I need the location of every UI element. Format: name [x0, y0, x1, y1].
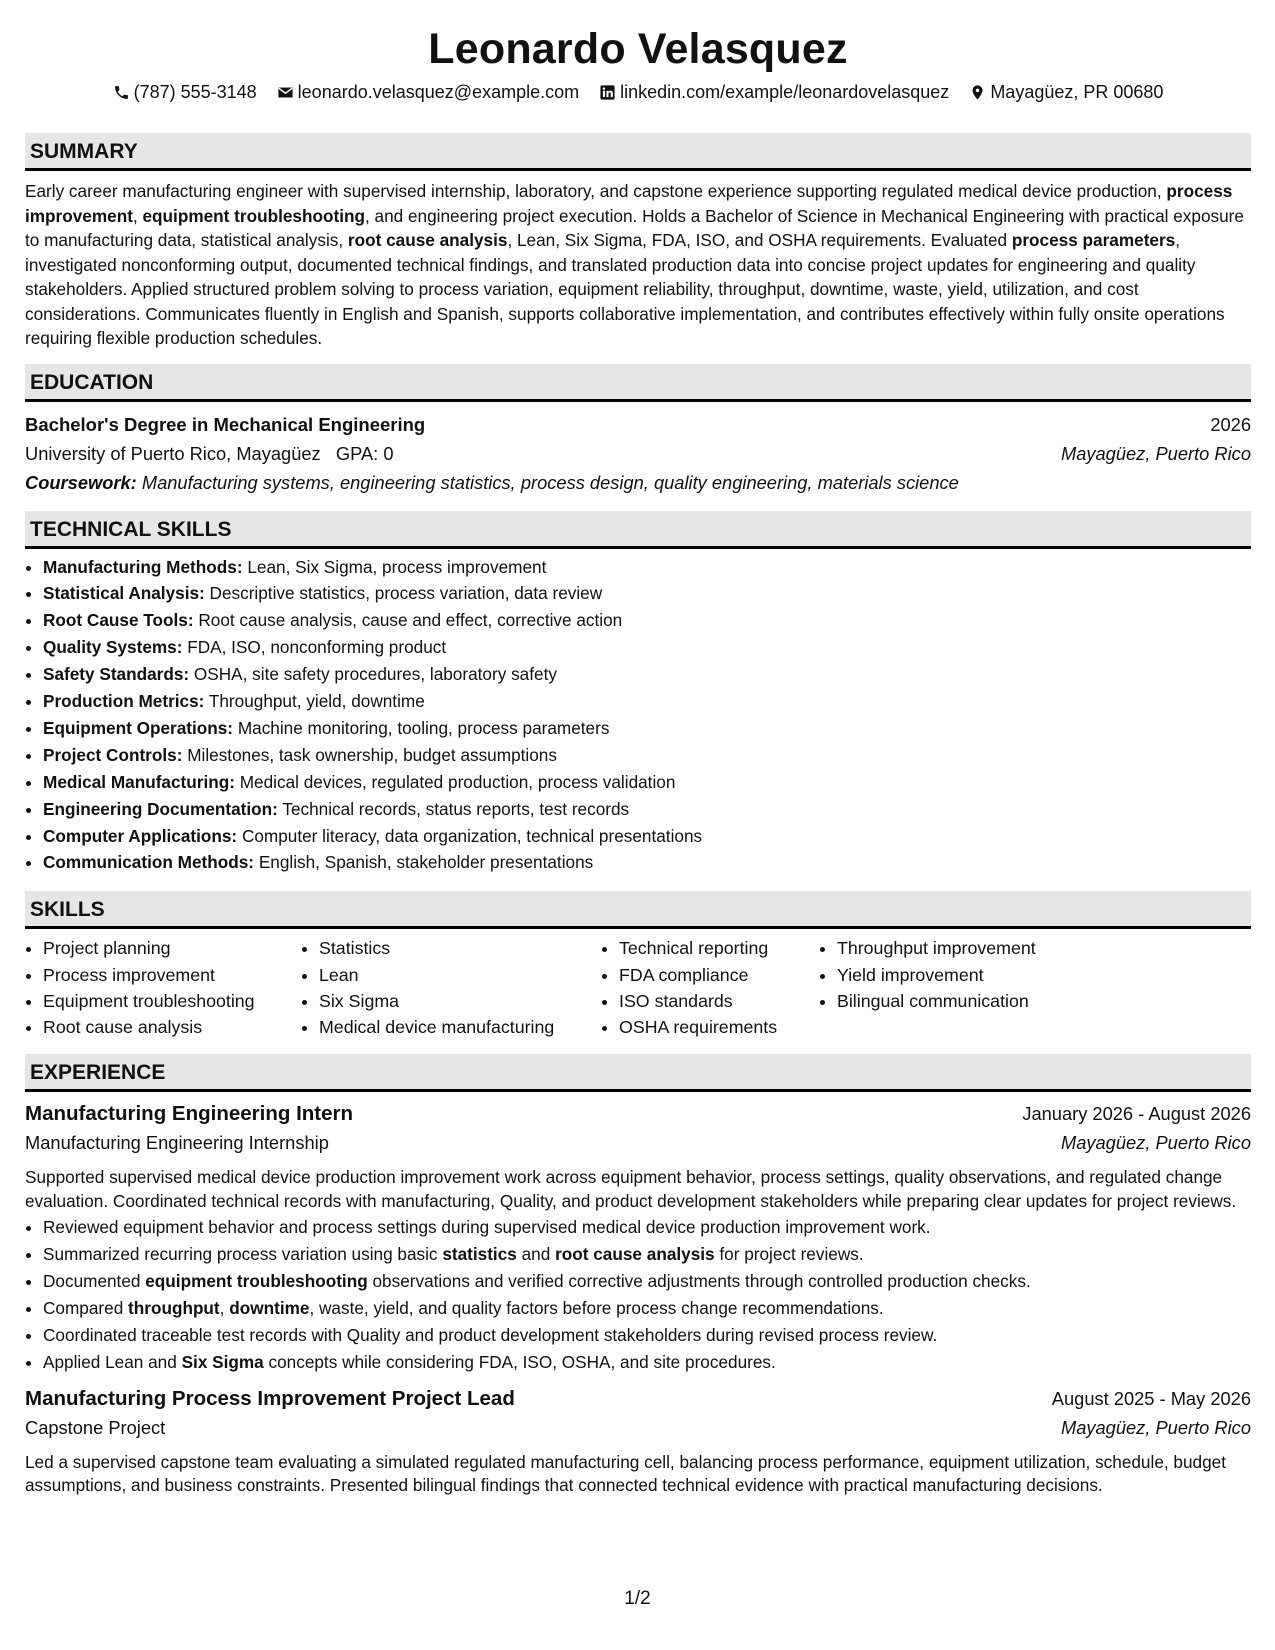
technical-skill-item: • Equipment Operations: Machine monitoring, tooling, process parameters [43, 715, 1251, 742]
technical-skill-item: • Production Metrics: Throughput, yield, downtime [43, 688, 1251, 715]
technical-skill-item: • Computer Applications: Computer literacy, data organization, technical presentations [43, 823, 1251, 850]
contact-location [969, 80, 1163, 104]
skills-columns [25, 935, 1251, 1040]
location-text: Mayagüez, PR 00680 [990, 82, 1164, 102]
page-number: 1/2 [624, 1588, 651, 1609]
technical-skill-item: • Medical Manufacturing: Medical devices, regulated production, process validation [43, 769, 1251, 796]
job-bullet: • Documented equipment troubleshooting observations and verified corrective adjustments through controlled production checks. [43, 1268, 1251, 1295]
contact-bar [25, 80, 1251, 104]
skills-heading: SKILLS [25, 891, 1251, 929]
candidate-name: Leonardo Velasquez [428, 25, 848, 73]
summary-heading: SUMMARY [25, 133, 1251, 171]
school-name: University of Puerto Rico, Mayagüez [25, 442, 321, 464]
education-heading: EDUCATION [25, 364, 1251, 402]
experience-heading: EXPERIENCE [25, 1054, 1251, 1092]
technical-skill-item: • Safety Standards: OSHA, site safety procedures, laboratory safety [43, 661, 1251, 688]
skill-item: • Bilingual communication [837, 988, 1087, 1014]
contact-email[interactable] [277, 80, 579, 104]
summary-text: Early career manufacturing engineer with supervised internship, laboratory, and capstone experience supporting regulated medical device production, process improvement, equipment troubleshooting, and engineering project execution. Holds a Bachelor of Science in Mechanical Engineering with practical exposure to manufacturing data, statistical analysis, root cause analysis, Lean, Six Sigma, FDA, ISO, and OSHA requirements. Evaluated process parameters, investigated nonconforming output, documented technical findings, and translated production data into concise project updates for engineering and quality stakeholders. Applied structured problem solving to process variation, equipment reliability, throughput, downtime, waste, yield, utilization, and cost considerations. Communicates fluently in English and Spanish, supports collaborative implementation, and contributes effectively within fully onsite operations requiring flexible production schedules. [25, 181, 1244, 348]
skill-item: • Equipment troubleshooting [43, 988, 301, 1014]
job-organization: Capstone Project [25, 1416, 166, 1438]
degree-title: Bachelor's Degree in Mechanical Engineering [25, 413, 426, 435]
job-location: Mayagüez, Puerto Rico [1060, 1132, 1251, 1154]
school-line [25, 439, 394, 468]
skills-column [25, 935, 301, 1040]
envelope-icon [277, 84, 294, 101]
linkedin-icon [599, 84, 616, 101]
skill-item: • Root cause analysis [43, 1014, 301, 1040]
skill-item: • Statistics [319, 935, 601, 961]
resume-page [25, 22, 1251, 1498]
skill-item: • Technical reporting [619, 935, 819, 961]
skill-item: • Medical device manufacturing [319, 1014, 601, 1040]
technical-skill-item: • Engineering Documentation: Technical records, status reports, test records [43, 796, 1251, 823]
job-location: Mayagüez, Puerto Rico [1060, 1416, 1251, 1438]
linkedin-url: linkedin.com/example/leonardovelasquez [620, 82, 950, 102]
skills-column [301, 935, 601, 1040]
skill-item: • FDA compliance [619, 962, 819, 988]
skill-item: • Six Sigma [319, 988, 601, 1014]
experience-entry [25, 1384, 1251, 1498]
technical-skill-item: • Statistical Analysis: Descriptive statistics, process variation, data review [43, 580, 1251, 607]
job-description: Supported supervised medical device production improvement work across equipment behavior, process settings, quality observations, and regulated change evaluation. Coordinated technical records with manufacturing, Quality, and product development stakeholders while preparing clear updates for project reviews. [25, 1167, 1237, 1211]
job-dates: August 2025 - May 2026 [1051, 1387, 1251, 1409]
skill-item: • Yield improvement [837, 962, 1087, 988]
job-title: Manufacturing Engineering Intern [25, 1102, 354, 1126]
skills-column [601, 935, 819, 1040]
job-dates: January 2026 - August 2026 [1022, 1103, 1251, 1125]
technical-skill-item: • Project Controls: Milestones, task ownership, budget assumptions [43, 742, 1251, 769]
skills-column [819, 935, 1087, 1040]
map-pin-icon [969, 84, 986, 101]
job-bullet: • Compared throughput, downtime, waste, yield, and quality factors before process change recommendations. [43, 1295, 1251, 1322]
school-location: Mayagüez, Puerto Rico [1060, 442, 1251, 464]
experience-entry [25, 1099, 1251, 1375]
phone-number: (787) 555-3148 [133, 82, 257, 102]
coursework-list: Manufacturing systems, engineering statistics, process design, quality engineering, materials science [141, 471, 959, 493]
skill-item: • Process improvement [43, 962, 301, 988]
skill-item: • Project planning [43, 935, 301, 961]
job-bullets [25, 1214, 1251, 1375]
contact-linkedin[interactable] [599, 80, 949, 104]
job-bullet: • Applied Lean and Six Sigma concepts while considering FDA, ISO, OSHA, and site procedures. [43, 1349, 1251, 1376]
coursework-label: Coursework: [25, 471, 137, 493]
job-description: Led a supervised capstone team evaluating a simulated regulated manufacturing cell, balancing process performance, equipment utilization, schedule, budget assumptions, and business constraints. Presented bilingual findings that connected technical evidence with practical manufacturing decisions. [25, 1451, 1226, 1496]
email-address: leonardo.velasquez@example.com [297, 82, 580, 102]
skill-item: • OSHA requirements [619, 1014, 819, 1040]
job-bullet: • Coordinated traceable test records with Quality and product development stakeholders during revised process review. [43, 1322, 1251, 1349]
technical-skill-item: • Root Cause Tools: Root cause analysis, cause and effect, corrective action [43, 607, 1251, 634]
technical-skill-item: • Communication Methods: English, Spanish, stakeholder presentations [43, 849, 1251, 876]
job-bullet: • Reviewed equipment behavior and process settings during supervised medical device production improvement work. [43, 1214, 1251, 1241]
graduation-year: 2026 [1210, 413, 1251, 435]
education-entry [25, 410, 1251, 497]
job-bullet: • Summarized recurring process variation using basic statistics and root cause analysis for project reviews. [43, 1241, 1251, 1268]
technical-skill-item: • Quality Systems: FDA, ISO, nonconforming product [43, 634, 1251, 661]
technical-skill-item: • Manufacturing Methods: Lean, Six Sigma, process improvement [43, 554, 1251, 581]
contact-phone[interactable] [113, 80, 257, 104]
technical-skills-heading: TECHNICAL SKILLS [25, 511, 1251, 549]
technical-skills-list [25, 554, 1251, 877]
skill-item: • Lean [319, 962, 601, 988]
phone-icon [113, 84, 130, 101]
job-organization: Manufacturing Engineering Internship [25, 1132, 329, 1154]
gpa: GPA: 0 [335, 442, 394, 464]
job-title: Manufacturing Process Improvement Project Lead [25, 1386, 515, 1410]
skill-item: • Throughput improvement [837, 935, 1087, 961]
coursework [25, 468, 1251, 497]
skill-item: • ISO standards [619, 988, 819, 1014]
